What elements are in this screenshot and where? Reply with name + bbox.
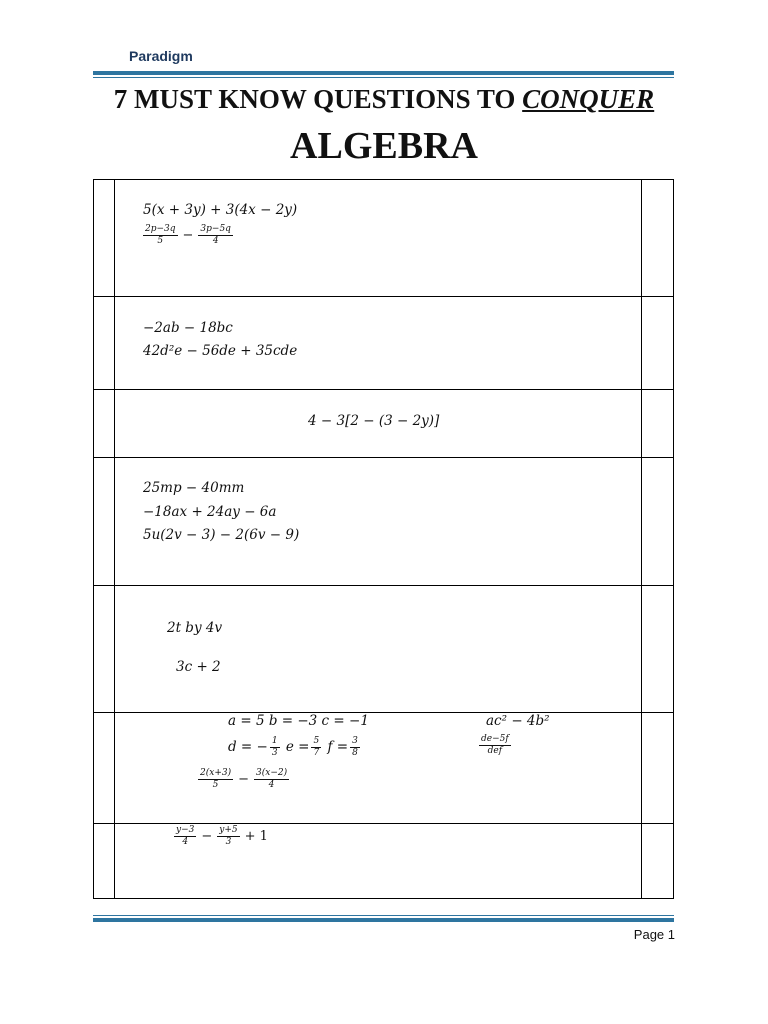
numerator: y+5 — [219, 825, 238, 835]
table-right-column-line — [641, 179, 642, 899]
fraction — [270, 736, 280, 759]
page-subtitle: ALGEBRA — [290, 125, 478, 167]
numerator: 1 — [271, 736, 278, 746]
expression: ac² − 4b² — [486, 713, 550, 729]
fraction — [254, 768, 289, 791]
denominator: 5 — [212, 780, 219, 790]
fraction — [217, 825, 239, 848]
denominator: def — [487, 746, 503, 756]
fraction-expression — [477, 734, 513, 757]
fraction — [143, 224, 178, 247]
denominator: 3 — [271, 748, 278, 758]
row-divider — [93, 585, 674, 586]
table-left-column-line — [114, 179, 115, 899]
numerator: 2(x+3) — [200, 768, 232, 778]
numerator: de−5f — [481, 734, 509, 744]
expression: 5u(2v − 3) − 2(6v − 9) — [143, 527, 300, 543]
fraction-expression — [141, 224, 235, 247]
fraction — [198, 768, 233, 791]
row-divider — [93, 296, 674, 297]
footer-rule — [93, 918, 674, 922]
fraction — [311, 736, 321, 759]
denominator: 5 — [157, 236, 164, 246]
row-divider — [93, 389, 674, 390]
fraction — [198, 224, 233, 247]
expression: 25mp − 40mm — [143, 480, 245, 496]
fraction — [479, 734, 511, 757]
row-divider — [93, 823, 674, 824]
numerator: 5 — [313, 736, 320, 746]
numerator: 3p−5q — [200, 224, 231, 234]
operator: − — [182, 228, 194, 243]
page-number: Page 1 — [633, 927, 675, 942]
operator: + 1 — [244, 829, 268, 844]
expression: 2t by 4v — [167, 620, 223, 636]
denominator: 3 — [225, 837, 232, 847]
variable-values — [228, 736, 362, 759]
expression: 5(x + 3y) + 3(4x − 2y) — [143, 202, 298, 218]
title-prefix: 7 MUST KNOW QUESTIONS TO — [113, 84, 523, 114]
expression: −18ax + 24ay − 6a — [143, 504, 277, 520]
expression: −2ab − 18bc — [143, 320, 233, 336]
numerator: 3 — [352, 736, 358, 746]
denominator: 7 — [313, 748, 320, 758]
denominator: 4 — [268, 780, 275, 790]
header-rule-thin — [93, 77, 674, 78]
denominator: 4 — [182, 837, 189, 847]
operator: − — [201, 829, 213, 844]
variable-values: a = 5 b = −3 c = −1 — [228, 713, 369, 729]
expression: 42d²e − 56de + 35cde — [143, 343, 298, 359]
title-emphasis: CONQUER — [522, 84, 655, 114]
row-divider — [93, 457, 674, 458]
fraction — [174, 825, 196, 848]
footer-rule-thin — [93, 915, 674, 916]
numerator: 2p−3q — [145, 224, 176, 234]
denominator: 4 — [212, 236, 219, 246]
header-rule — [93, 71, 674, 75]
fraction — [350, 736, 360, 759]
row-divider — [93, 712, 674, 713]
fraction-expression — [196, 768, 291, 791]
label: e = — [285, 739, 310, 755]
expression: 3c + 2 — [176, 659, 221, 675]
fraction-expression — [172, 825, 271, 848]
expression: 4 − 3[2 − (3 − 2y)] — [308, 413, 440, 429]
numerator: y−3 — [176, 825, 195, 835]
denominator: 8 — [352, 748, 358, 758]
label: f = — [327, 739, 349, 755]
numerator: 3(x−2) — [256, 768, 288, 778]
header-label: Paradigm — [129, 48, 193, 64]
page-title — [0, 84, 768, 115]
operator: − — [238, 772, 249, 787]
label: d = − — [228, 739, 268, 755]
